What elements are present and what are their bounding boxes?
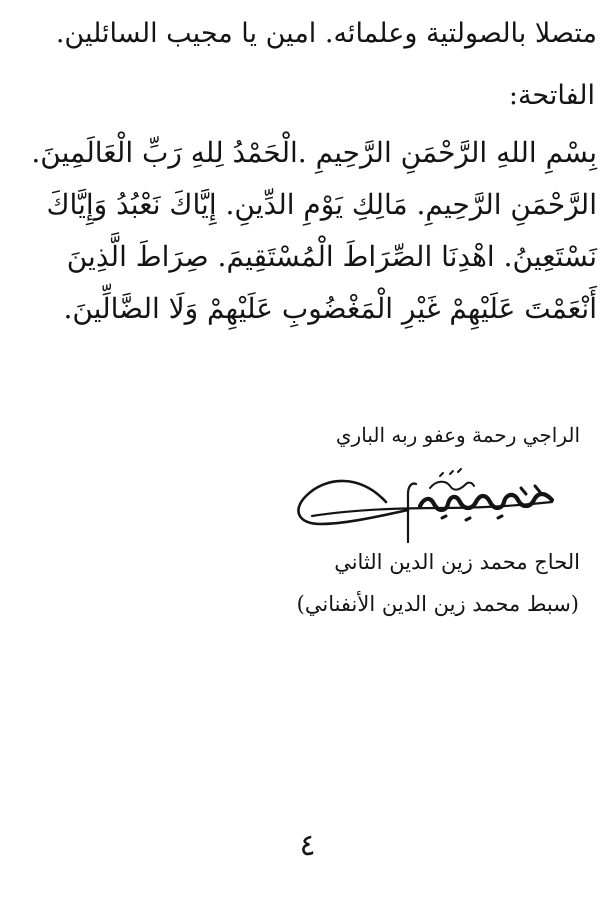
signoff-line: الراجي رحمة وعفو ربه الباري (335, 423, 580, 447)
fatiha-line: نَسْتَعِينُ. اهْدِنَا الصِّرَاطَ الْمُسْتَقِيمَ. صِرَاطَ الَّذِينَ (66, 240, 597, 273)
handwritten-signature (290, 458, 565, 553)
signer-lineage: (سبط محمد زين الدين الأنفناني) (296, 592, 579, 616)
fatiha-line: بِسْمِ اللهِ الرَّحْمَنِ الرَّحِيمِ .الْحَمْدُ لِلهِ رَبِّ الْعَالَمِينَ. (31, 136, 597, 169)
fatiha-text (20, 127, 597, 335)
page-number: ٤ (299, 828, 316, 863)
fatiha-line: أَنْعَمْتَ عَلَيْهِمْ غَيْرِ الْمَغْضُوبِ عَلَيْهِمْ وَلَا الضَّالِّينَ. (63, 292, 597, 325)
section-heading: الفاتحة: (508, 80, 595, 111)
intro-line: متصلا بالصولتية وعلمائه. امين يا مجيب السائلين. (55, 18, 597, 49)
fatiha-line: الرَّحْمَنِ الرَّحِيمِ. مَالِكِ يَوْمِ الدِّينِ. إِيَّاكَ نَعْبُدُ وَإِيَّاكَ (46, 188, 597, 221)
signer-name: الحاج محمد زين الدين الثاني (334, 550, 580, 574)
